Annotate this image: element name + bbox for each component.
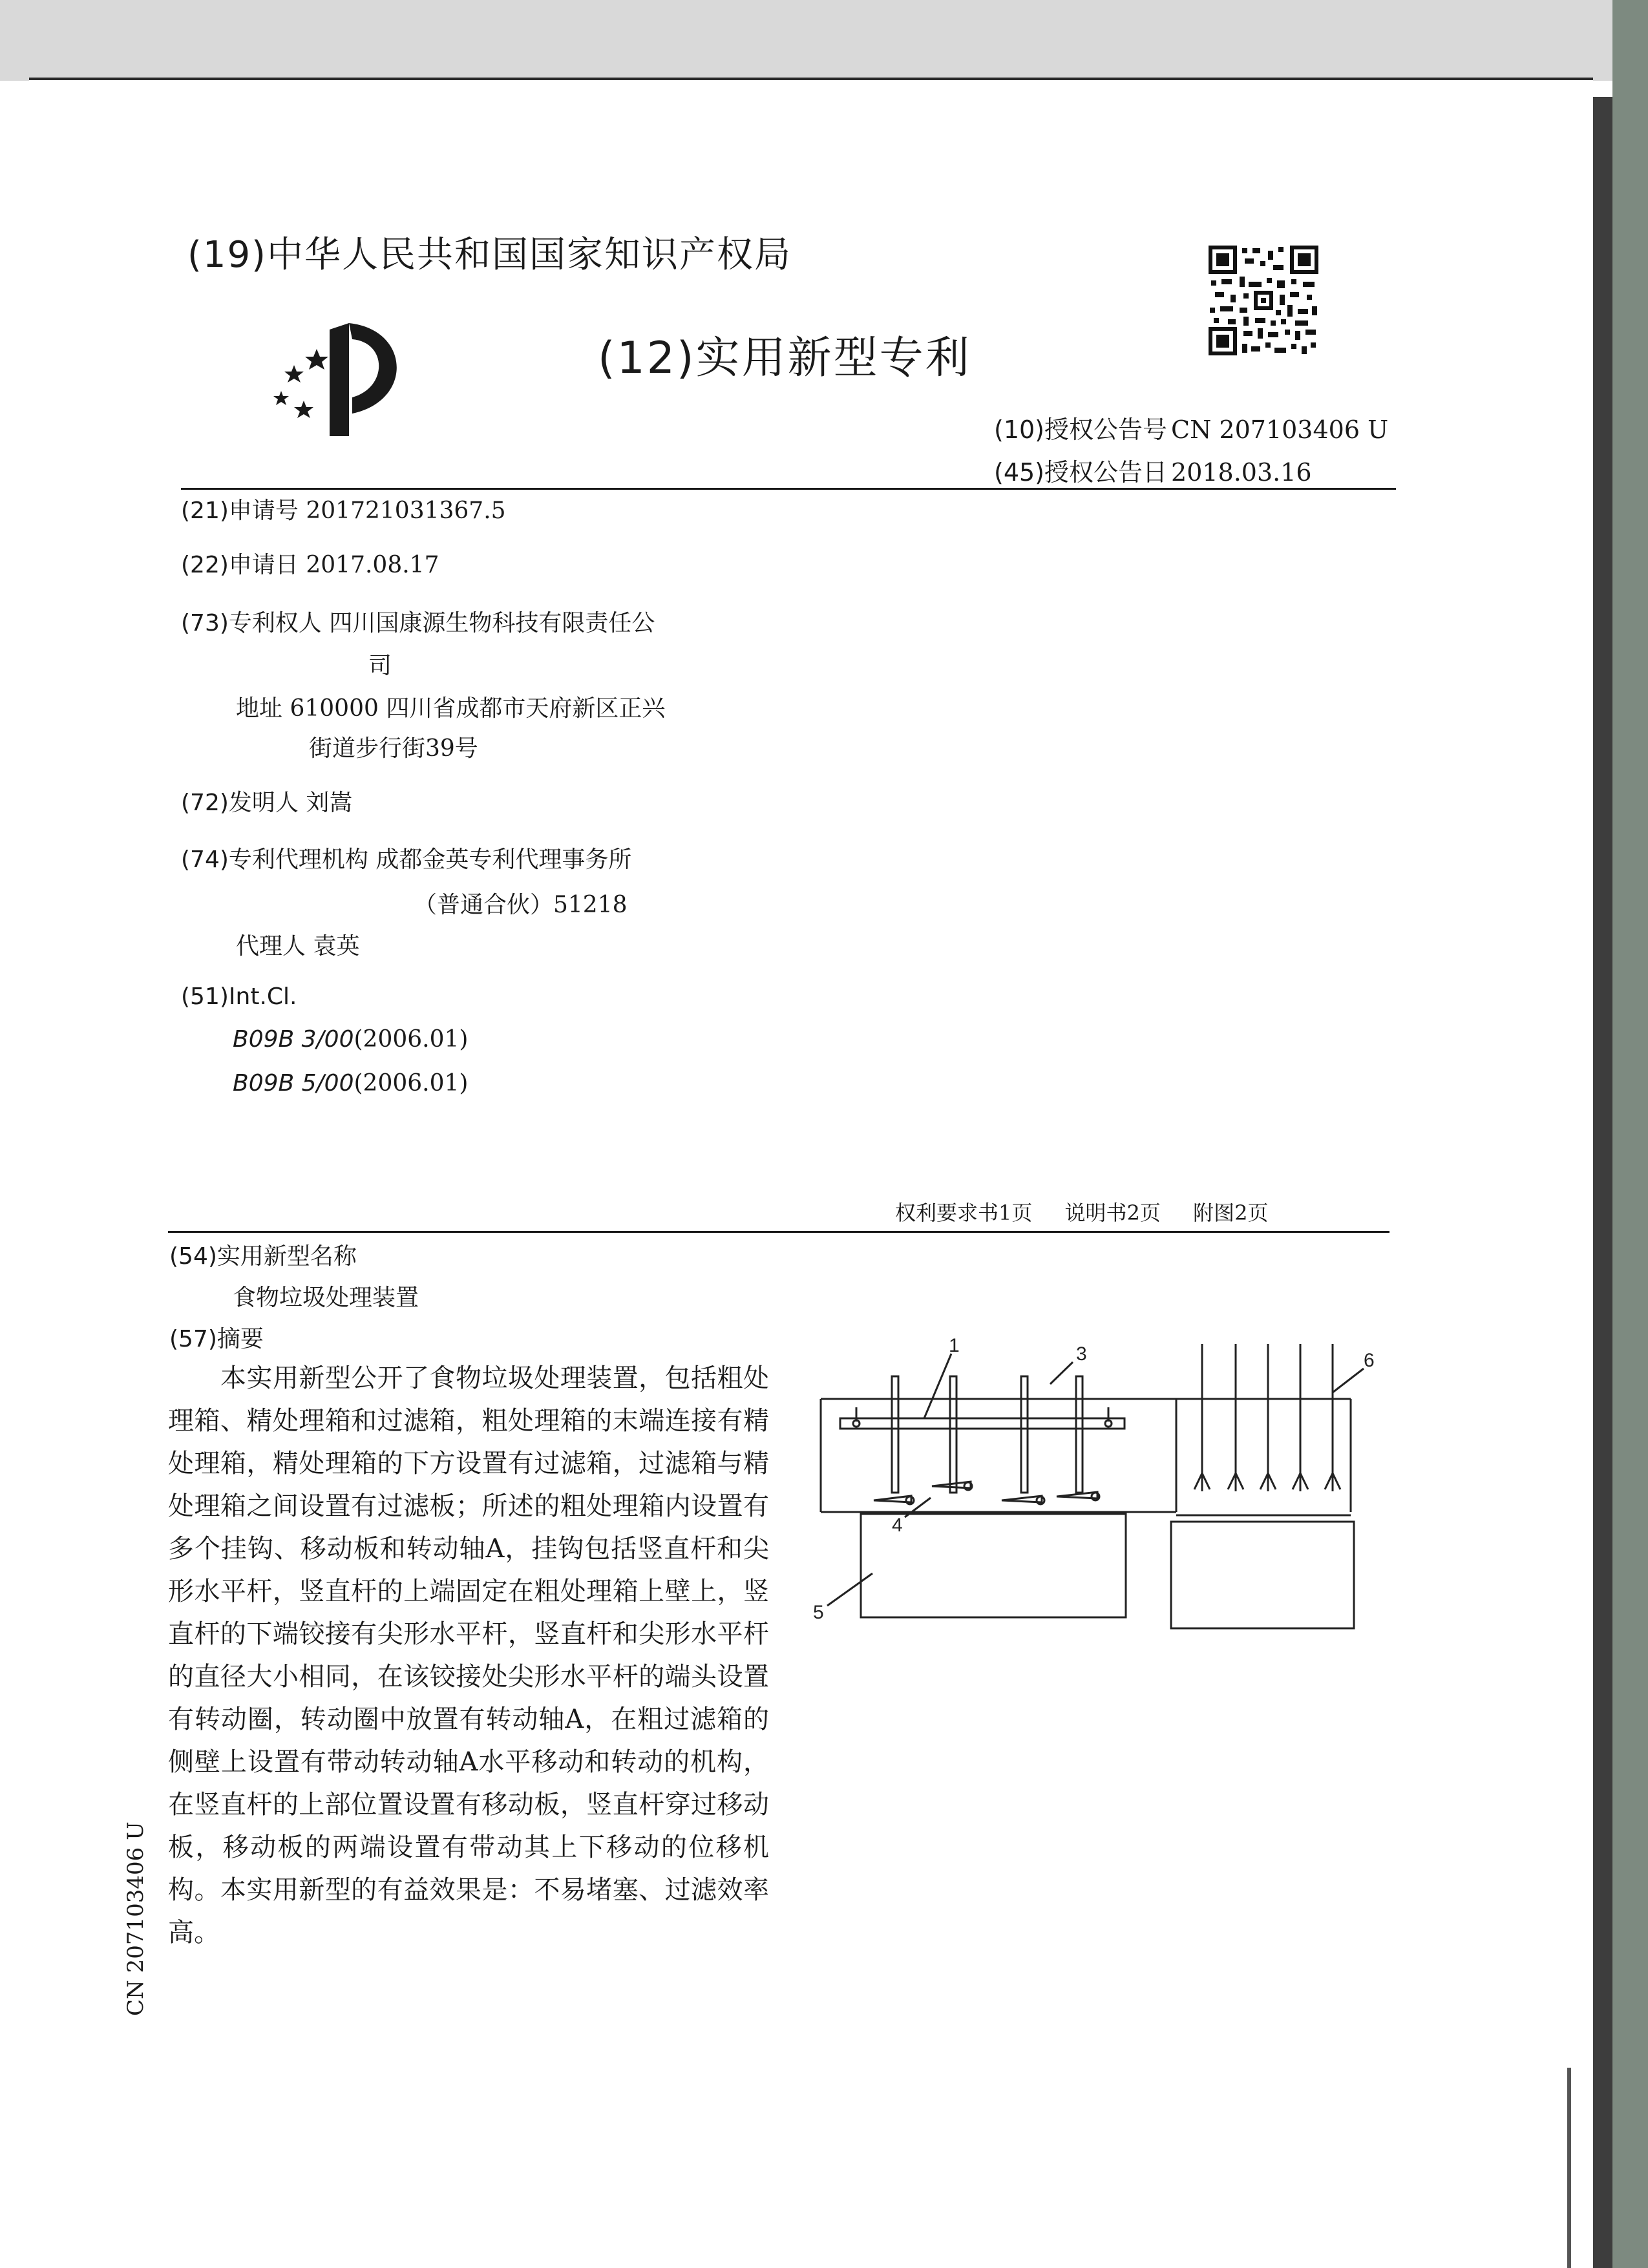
agency-value-cont: （普通合伙）51218 — [414, 892, 628, 918]
abstract-text: 本实用新型公开了食物垃圾处理装置，包括粗处理箱、精处理箱和过滤箱，粗处理箱的末端连接有精处理箱，精处理箱的下方设置有过滤箱，过滤箱与精处理箱之间设置有过滤板；所述的粗处理箱内设置有多个挂钩、移动板和转动轴A，挂钩包括竖直杆和尖形水平杆，竖直杆的上端固定在粗处理箱上壁上，竖直杆的下端铰接有尖形水平杆，竖直杆和尖形水平杆的直径大小相同，在该铰接处尖形水平杆的端头设置有转动圈，转动圈中放置有转动轴A，在粗过滤箱的侧壁上设置有带动转动轴A水平移动和转动的机构，在竖直杆的上部位置设置有移动板，竖直杆穿过移动板，移动板的两端设置有带动其上下移动的位移机构。本实用新型的有益效果是：不易堵塞、过滤效率高。 — [168, 1363, 769, 1948]
patentee — [181, 605, 655, 638]
figure-label-4: 4 — [892, 1515, 903, 1536]
application-number-label: (21)申请号 — [181, 498, 299, 524]
section-rule — [168, 1231, 1389, 1233]
agent — [236, 928, 359, 961]
utility-model-title: 食物垃圾处理装置 — [233, 1285, 419, 1311]
drawings-pages: 附图2页 — [1193, 1201, 1269, 1225]
claims-pages: 权利要求书1页 — [895, 1201, 1033, 1225]
inventor-value: 刘嵩 — [306, 790, 353, 816]
inventor-label: (72)发明人 — [181, 790, 299, 816]
inventor — [181, 784, 352, 817]
application-number — [181, 492, 506, 525]
publication-number — [994, 410, 1388, 445]
address — [236, 690, 665, 723]
figure-label-5: 5 — [813, 1602, 824, 1623]
ipc-code: B09B 5/00 — [233, 1070, 354, 1097]
agent-value: 袁英 — [313, 933, 360, 960]
page-counts — [895, 1197, 1294, 1226]
issuing-office: (19)中华人民共和国国家知识产权局 — [187, 234, 792, 276]
figure-label-6: 6 — [1364, 1350, 1375, 1371]
ipc-code: B09B 3/00 — [233, 1026, 354, 1053]
filing-date — [181, 547, 439, 580]
abstract-label: (57)摘要 — [169, 1326, 264, 1352]
ipc-entry — [233, 1026, 468, 1053]
patentee-value: 四川国康源生物科技有限责任公 — [329, 610, 655, 636]
document-type: (12)实用新型专利 — [598, 333, 971, 384]
publication-number-value: CN 207103406 U — [1171, 415, 1389, 444]
agency-value: 成都金英专利代理事务所 — [375, 846, 632, 873]
address-value: 610000 四川省成都市天府新区正兴 — [290, 695, 666, 722]
figure-label-3: 3 — [1076, 1343, 1087, 1365]
address-label: 地址 — [236, 695, 283, 722]
header-rule — [181, 488, 1396, 490]
figure-label-1: 1 — [949, 1335, 960, 1356]
cnipa-logo-icon — [255, 317, 410, 439]
patentee-label: (73)专利权人 — [181, 610, 322, 636]
publication-date — [994, 452, 1312, 488]
description-pages: 说明书2页 — [1064, 1201, 1161, 1225]
agency-label: (74)专利代理机构 — [181, 846, 368, 873]
publication-date-value: 2018.03.16 — [1171, 458, 1312, 487]
ipc-version: (2006.01) — [354, 1070, 469, 1097]
publication-number-label: (10)授权公告号 — [994, 415, 1168, 444]
application-number-value: 201721031367.5 — [306, 498, 506, 524]
address-value-cont: 街道步行街39号 — [309, 735, 478, 762]
scan-border-top — [0, 0, 1648, 81]
agent-label: 代理人 — [236, 933, 306, 960]
filing-date-label: (22)申请日 — [181, 552, 299, 578]
qr-code-icon — [1209, 246, 1318, 355]
side-publication-number: CN 207103406 U — [123, 1822, 149, 2016]
ipc-entry — [233, 1070, 468, 1097]
scan-border-right — [1593, 97, 1612, 2268]
scan-edge-right — [1612, 0, 1648, 2268]
patentee-value-cont: 司 — [368, 653, 392, 679]
filing-date-value: 2017.08.17 — [306, 552, 439, 578]
ipc-label: (51)Int.Cl. — [181, 983, 297, 1010]
agency — [181, 841, 631, 874]
ipc-version: (2006.01) — [354, 1026, 469, 1053]
scan-artifact-line — [1567, 2068, 1571, 2268]
publication-date-label: (45)授权公告日 — [994, 458, 1168, 487]
abstract-figure — [801, 1325, 1383, 1648]
scan-paper-edge — [29, 78, 1593, 100]
title-label: (54)实用新型名称 — [169, 1243, 357, 1270]
